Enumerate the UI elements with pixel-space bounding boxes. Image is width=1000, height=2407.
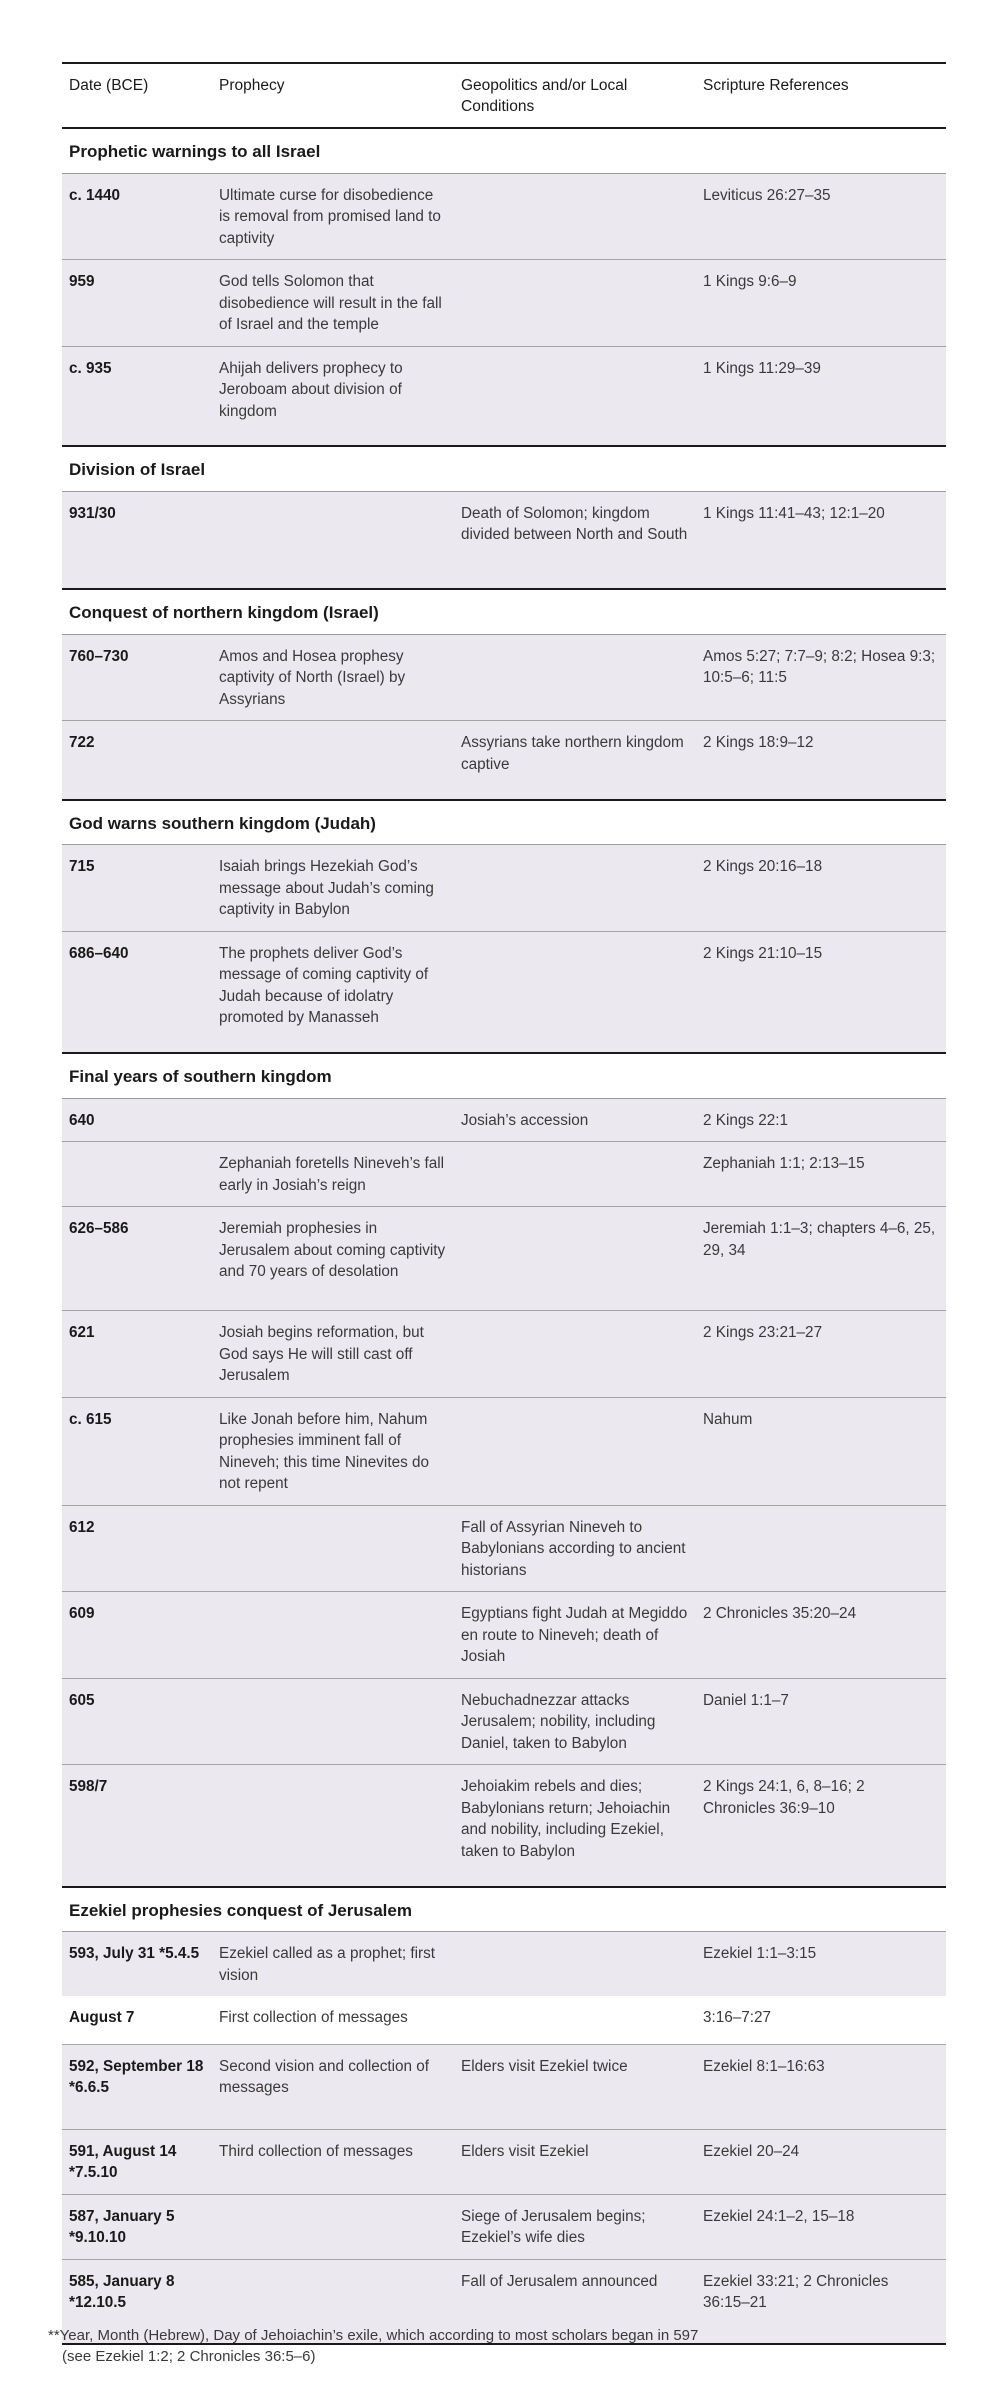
- date-cell: [62, 1142, 212, 1207]
- geopolitics-cell: Assyrians take northern kingdom captive: [454, 721, 696, 800]
- table-row: [62, 2044, 946, 2129]
- scripture-cell: Ezekiel 8:1–16:63: [696, 2044, 946, 2129]
- table-row: [62, 931, 946, 1053]
- table-row: [62, 1932, 946, 1997]
- prophecy-cell: The prophets deliver God’s message of coming captivity of Judah because of idolatry promoted by Manasseh: [212, 931, 454, 1053]
- prophecy-cell: [212, 491, 454, 589]
- geopolitics-cell: Fall of Assyrian Nineveh to Babylonians according to ancient historians: [454, 1505, 696, 1592]
- scripture-cell: 2 Kings 20:16–18: [696, 845, 946, 932]
- header-prophecy: Prophecy: [212, 63, 454, 128]
- scripture-cell: 2 Chronicles 35:20–24: [696, 1592, 946, 1679]
- table-row: [62, 173, 946, 260]
- geopolitics-cell: [454, 1311, 696, 1398]
- geopolitics-cell: [454, 931, 696, 1053]
- header-scripture: Scripture References: [696, 63, 946, 128]
- table-row: [62, 346, 946, 446]
- geopolitics-cell: Egyptians fight Judah at Megiddo en route to Nineveh; death of Josiah: [454, 1592, 696, 1679]
- prophecy-cell: Second vision and collection of messages: [212, 2044, 454, 2129]
- prophecy-cell: [212, 1765, 454, 1887]
- date-cell: 612: [62, 1505, 212, 1592]
- scripture-cell: 2 Kings 24:1, 6, 8–16; 2 Chronicles 36:9–10: [696, 1765, 946, 1887]
- date-cell: 626–586: [62, 1207, 212, 1311]
- section-title: Ezekiel prophesies conquest of Jerusalem: [62, 1887, 946, 1932]
- prophecy-cell: Isaiah brings Hezekiah God’s message about Judah’s coming captivity in Babylon: [212, 845, 454, 932]
- prophecy-cell: [212, 1592, 454, 1679]
- geopolitics-cell: [454, 634, 696, 721]
- scripture-cell: Leviticus 26:27–35: [696, 173, 946, 260]
- scripture-cell: 2 Kings 18:9–12: [696, 721, 946, 800]
- scripture-cell: Ezekiel 20–24: [696, 2129, 946, 2194]
- scripture-cell: [696, 1505, 946, 1592]
- geopolitics-cell: [454, 346, 696, 446]
- geopolitics-cell: Siege of Jerusalem begins; Ezekiel’s wife dies: [454, 2194, 696, 2259]
- table-body: [62, 128, 946, 2344]
- scripture-cell: Ezekiel 33:21; 2 Chronicles 36:15–21: [696, 2259, 946, 2344]
- date-cell: 591, August 14 *7.5.10: [62, 2129, 212, 2194]
- geopolitics-cell: [454, 1142, 696, 1207]
- prophecy-cell: [212, 1505, 454, 1592]
- scripture-cell: 1 Kings 11:29–39: [696, 346, 946, 446]
- scripture-cell: 3:16–7:27: [703, 2009, 772, 2026]
- table-header: [62, 63, 946, 128]
- scripture-cell: 2 Kings 21:10–15: [696, 931, 946, 1053]
- date-cell: c. 615: [62, 1397, 212, 1505]
- scripture-cell: Ezekiel 24:1–2, 15–18: [696, 2194, 946, 2259]
- date-cell: 931/30: [62, 491, 212, 589]
- date-cell: c. 935: [62, 346, 212, 446]
- table-row: [62, 491, 946, 589]
- section-header: [62, 128, 946, 173]
- scripture-cell: 2 Kings 22:1: [696, 1098, 946, 1142]
- prophecy-cell: [212, 1098, 454, 1142]
- section-title: Prophetic warnings to all Israel: [62, 128, 946, 173]
- table-row: [62, 845, 946, 932]
- date-cell: 605: [62, 1678, 212, 1765]
- geopolitics-cell: [454, 1207, 696, 1311]
- prophecy-cell: [212, 721, 454, 800]
- date-cell: 587, January 5 *9.10.10: [62, 2194, 212, 2259]
- date-cell: August 7: [69, 2009, 135, 2026]
- chronology-table-container: [62, 62, 946, 2345]
- scripture-cell: Daniel 1:1–7: [696, 1678, 946, 1765]
- scripture-cell: 1 Kings 11:41–43; 12:1–20: [696, 491, 946, 589]
- geopolitics-cell: Josiah’s accession: [454, 1098, 696, 1142]
- table-row: [62, 1207, 946, 1311]
- table-row: [62, 1142, 946, 1207]
- footnote-line-1: **Year, Month (Hebrew), Day of Jehoiachin’s exile, which according to most scholars began in 597: [48, 2327, 699, 2344]
- prophecy-cell: God tells Solomon that disobedience will result in the fall of Israel and the temple: [212, 260, 454, 347]
- prophecy-cell: Ezekiel called as a prophet; first vision: [212, 1932, 454, 1997]
- geopolitics-cell: [454, 1996, 696, 2044]
- date-cell: 760–730: [62, 634, 212, 721]
- date-cell: 686–640: [62, 931, 212, 1053]
- scripture-cell: Amos 5:27; 7:7–9; 8:2; Hosea 9:3; 10:5–6; 11:5: [696, 634, 946, 721]
- table-row: [62, 1996, 946, 2044]
- date-cell: 959: [62, 260, 212, 347]
- prophecy-cell: [212, 2194, 454, 2259]
- geopolitics-cell: Nebuchadnezzar attacks Jerusalem; nobility, including Daniel, taken to Babylon: [454, 1678, 696, 1765]
- section-header: [62, 1887, 946, 1932]
- table-row: [62, 2129, 946, 2194]
- geopolitics-cell: [454, 1932, 696, 1997]
- geopolitics-cell: [454, 173, 696, 260]
- table-row: [62, 2194, 946, 2259]
- geopolitics-cell: [454, 260, 696, 347]
- table-row: [62, 1678, 946, 1765]
- section-header: [62, 446, 946, 491]
- table-row: [62, 634, 946, 721]
- prophecy-cell: Amos and Hosea prophesy captivity of North (Israel) by Assyrians: [212, 634, 454, 721]
- scripture-cell: Zephaniah 1:1; 2:13–15: [696, 1142, 946, 1207]
- section-title: Final years of southern kingdom: [62, 1053, 946, 1098]
- table-row: [62, 1397, 946, 1505]
- date-cell: 621: [62, 1311, 212, 1398]
- geopolitics-cell: Death of Solomon; kingdom divided between North and South: [454, 491, 696, 589]
- section-title: Division of Israel: [62, 446, 946, 491]
- scripture-cell: Nahum: [696, 1397, 946, 1505]
- date-cell: 598/7: [62, 1765, 212, 1887]
- date-cell: 609: [62, 1592, 212, 1679]
- table-row: [62, 721, 946, 800]
- geopolitics-cell: Elders visit Ezekiel: [454, 2129, 696, 2194]
- section-header: [62, 1053, 946, 1098]
- prophecy-cell: Zephaniah foretells Nineveh’s fall early in Josiah’s reign: [212, 1142, 454, 1207]
- date-cell: 592, September 18 *6.6.5: [62, 2044, 212, 2129]
- prophecy-cell: Ahijah delivers prophecy to Jeroboam about division of kingdom: [212, 346, 454, 446]
- prophecy-cell: Josiah begins reformation, but God says He will still cast off Jerusalem: [212, 1311, 454, 1398]
- prophecy-cell: Jeremiah prophesies in Jerusalem about coming captivity and 70 years of desolation: [212, 1207, 454, 1311]
- scripture-cell: 2 Kings 23:21–27: [696, 1311, 946, 1398]
- prophecy-cell: Like Jonah before him, Nahum prophesies imminent fall of Nineveh; this time Ninevites do not repent: [212, 1397, 454, 1505]
- section-title: God warns southern kingdom (Judah): [62, 800, 946, 845]
- geopolitics-cell: Fall of Jerusalem announced: [454, 2259, 696, 2344]
- geopolitics-cell: Jehoiakim rebels and dies; Babylonians return; Jehoiachin and nobility, including Ezekiel, taken to Babylon: [454, 1765, 696, 1887]
- scripture-cell: 1 Kings 9:6–9: [696, 260, 946, 347]
- table-row: [62, 1098, 946, 1142]
- date-cell: 722: [62, 721, 212, 800]
- geopolitics-cell: [454, 845, 696, 932]
- footnote-line-2: (see Ezekiel 1:2; 2 Chronicles 36:5–6): [62, 2348, 316, 2365]
- date-cell: 593, July 31 *5.4.5: [62, 1932, 212, 1997]
- table-row: [62, 1505, 946, 1592]
- scripture-cell: Jeremiah 1:1–3; chapters 4–6, 25, 29, 34: [696, 1207, 946, 1311]
- section-title: Conquest of northern kingdom (Israel): [62, 589, 946, 634]
- table-row: [62, 1311, 946, 1398]
- prophecy-cell: Third collection of messages: [212, 2129, 454, 2194]
- table-row: [62, 260, 946, 347]
- header-geopolitics: Geopolitics and/or Local Conditions: [454, 63, 696, 128]
- table-row: [62, 1592, 946, 1679]
- date-cell: c. 1440: [62, 173, 212, 260]
- header-date: Date (BCE): [62, 63, 212, 128]
- prophecy-cell: [212, 1678, 454, 1765]
- prophecy-cell: First collection of messages: [219, 2009, 408, 2026]
- geopolitics-cell: Elders visit Ezekiel twice: [454, 2044, 696, 2129]
- scripture-cell: Ezekiel 1:1–3:15: [696, 1932, 946, 1997]
- footnote: [48, 2325, 948, 2367]
- date-cell: 585, January 8 *12.10.5: [62, 2259, 212, 2344]
- date-cell: 715: [62, 845, 212, 932]
- chronology-table: [62, 62, 946, 2345]
- table-row: [62, 1765, 946, 1887]
- section-header: [62, 589, 946, 634]
- geopolitics-cell: [454, 1397, 696, 1505]
- prophecy-cell: Ultimate curse for disobedience is removal from promised land to captivity: [212, 173, 454, 260]
- date-cell: 640: [62, 1098, 212, 1142]
- section-header: [62, 800, 946, 845]
